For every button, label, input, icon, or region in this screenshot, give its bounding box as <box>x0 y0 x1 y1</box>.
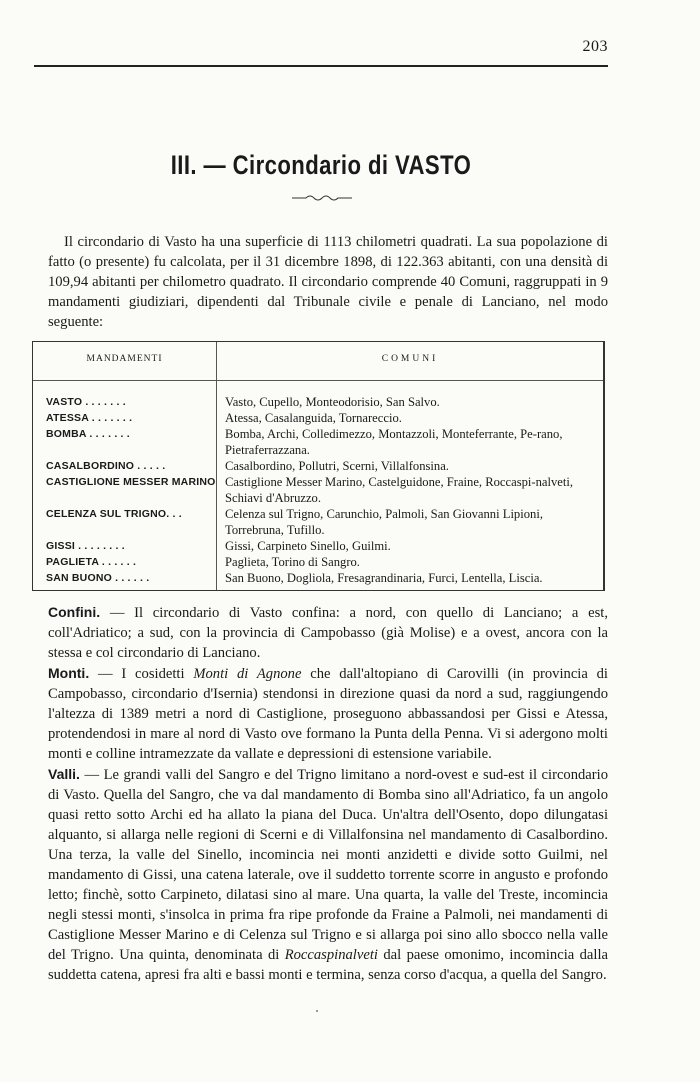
paragraph-text: che dall'altopiano di Carovilli (in provincia di Campobasso, circondario d'Isernia) stendonsi in direzione quasi da nord a sud, raggiungendo l'altezza di 1389 metri a nord di Castiglione, proseguono abbassandosi per Gissi e Atessa, protendendosi in mare al nord di Vasto ove formano la Punta della Penna. Vi si adergono molti monti e colline intramezzate da vallate e depressioni di estensione variabile. <box>48 666 608 762</box>
table-row <box>33 458 603 474</box>
paragraph-lead-confini: Confini. <box>48 604 101 620</box>
comuni-list: Casalbordino, Pollutri, Scerni, Villalfonsina. <box>225 459 449 473</box>
body-text <box>48 602 608 985</box>
ornament-flourish <box>290 193 354 206</box>
table-header-divider <box>33 380 603 381</box>
mandamento-name: CASALBORDINO . . . . . <box>46 460 166 472</box>
mandamento-name: SAN BUONO . . . . . . <box>46 572 150 584</box>
table-row <box>33 394 603 410</box>
header-rule <box>34 65 608 67</box>
paragraph-monti <box>48 663 608 764</box>
paragraph-lead-valli: Valli. <box>48 766 80 782</box>
paragraph-lead-monti: Monti. <box>48 665 90 681</box>
mandamento-name: CASTIGLIONE MESSER MARINO <box>46 476 216 488</box>
table-row <box>33 538 603 554</box>
mandamento-name: PAGLIETA . . . . . . <box>46 556 137 568</box>
comuni-list: Gissi, Carpineto Sinello, Guilmi. <box>225 539 391 553</box>
table-row <box>33 426 603 458</box>
comuni-list: Bomba, Archi, Colledimezzo, Montazzoli, Monteferrante, Pe-rano, Pietraferrazzana. <box>225 427 563 457</box>
paragraph-text: — Il circondario di Vasto confina: a nord, con quello di Lanciano; a est, coll'Adriatico; a sud, con la provincia di Campobasso (già Molise) e a ovest, ancora con la stessa e col circondario di Lanciano. <box>48 605 608 661</box>
italic-term: Roccaspinalveti <box>284 947 378 963</box>
table-row <box>33 554 603 570</box>
paragraph-valli <box>48 764 608 985</box>
table-row <box>33 474 603 506</box>
intro-paragraph: Il circondario di Vasto ha una superficie di 1113 chilometri quadrati. La sua popolazione di fatto (o presente) fu calcolata, per il 31 dicembre 1898, di 122.363 abitanti, con una densità di 109,94 abitanti per chilometro quadrato. Il circondario comprende 40 Comuni, raggruppati in 9 mandamenti giudiziari, dipendenti dal Tribunale civile e penale di Lanciano, nel modo seguente: <box>48 234 608 330</box>
table-header-comuni: COMUNI <box>381 354 439 364</box>
scan-speck <box>316 1010 318 1012</box>
table-row <box>33 570 603 586</box>
table-body <box>33 394 603 586</box>
comuni-list: Castiglione Messer Marino, Castelguidone, Fraine, Roccaspi-nalveti, Schiavi d'Abruzzo. <box>225 475 574 505</box>
mandamento-name: BOMBA . . . . . . . <box>46 428 130 440</box>
page-number: 203 <box>582 38 608 55</box>
flourish-icon <box>290 193 354 203</box>
mandamento-name: CELENZA SUL TRIGNO. . . <box>46 508 182 520</box>
table-row <box>33 506 603 538</box>
paragraph-text: dal paese omonimo, incomincia dalla suddetta catena, apresi fra alti e bassi monti e termina, senza corso d'acqua, a quella del Sangro. <box>48 947 608 983</box>
table-row <box>33 410 603 426</box>
paragraph-text: — I cosidetti <box>89 666 194 682</box>
mandamento-name: VASTO . . . . . . . <box>46 396 126 408</box>
comuni-list: Atessa, Casalanguida, Tornareccio. <box>225 411 402 425</box>
comuni-list: San Buono, Dogliola, Fresagrandinaria, Furci, Lentella, Liscia. <box>225 571 543 585</box>
table-header-mandamenti: MANDAMENTI <box>86 354 163 364</box>
italic-term: Monti di Agnone <box>193 666 302 682</box>
mandamento-name: ATESSA . . . . . . . <box>46 412 133 424</box>
paragraph-text: — Le grandi valli del Sangro e del Trigno limitano a nord-ovest e sud-est il circondario di Vasto. Quella del Sangro, che va dal mandamento di Bomba sino all'Adriatico, fa un angolo quasi retto sotto Archi ed ha allato la piana del Duca. Un'altra dell'Osento, dopo dilungatasi alquanto, si allarga nelle regioni di Scerni e di Villalfonsina nel mandamento di Casalbordino. Una terza, la valle del Sinello, incomincia nei monti anzidetti e divide sotto Guilmi, nel mandamento di Gissi, una catena laterale, ove il suddetto torrente scorre in angusto e profondo letto; finchè, sotto Carpineto, dilatasi sino al mare. Una quarta, la valle del Treste, incomincia negli stessi monti, s'insolca in prima fra ripe profonde da Fraine a Palmoli, nei mandamenti di Castiglione Messer Marino e di Celenza sul Trigno e si allarga poi sino allo sbocco nella valle del Trigno. Una quinta, denominata di <box>48 767 608 963</box>
comuni-list: Paglieta, Torino di Sangro. <box>225 555 360 569</box>
paragraph-confini <box>48 602 608 663</box>
mandamento-name: GISSI . . . . . . . . <box>46 540 125 552</box>
section-title: III. — Circondario di VASTO <box>170 150 472 180</box>
comuni-list: Celenza sul Trigno, Carunchio, Palmoli, San Giovanni Lipioni, Torrebruna, Tufillo. <box>225 507 543 537</box>
comuni-list: Vasto, Cupello, Monteodorisio, San Salvo. <box>225 395 440 409</box>
mandamenti-table <box>32 341 605 591</box>
